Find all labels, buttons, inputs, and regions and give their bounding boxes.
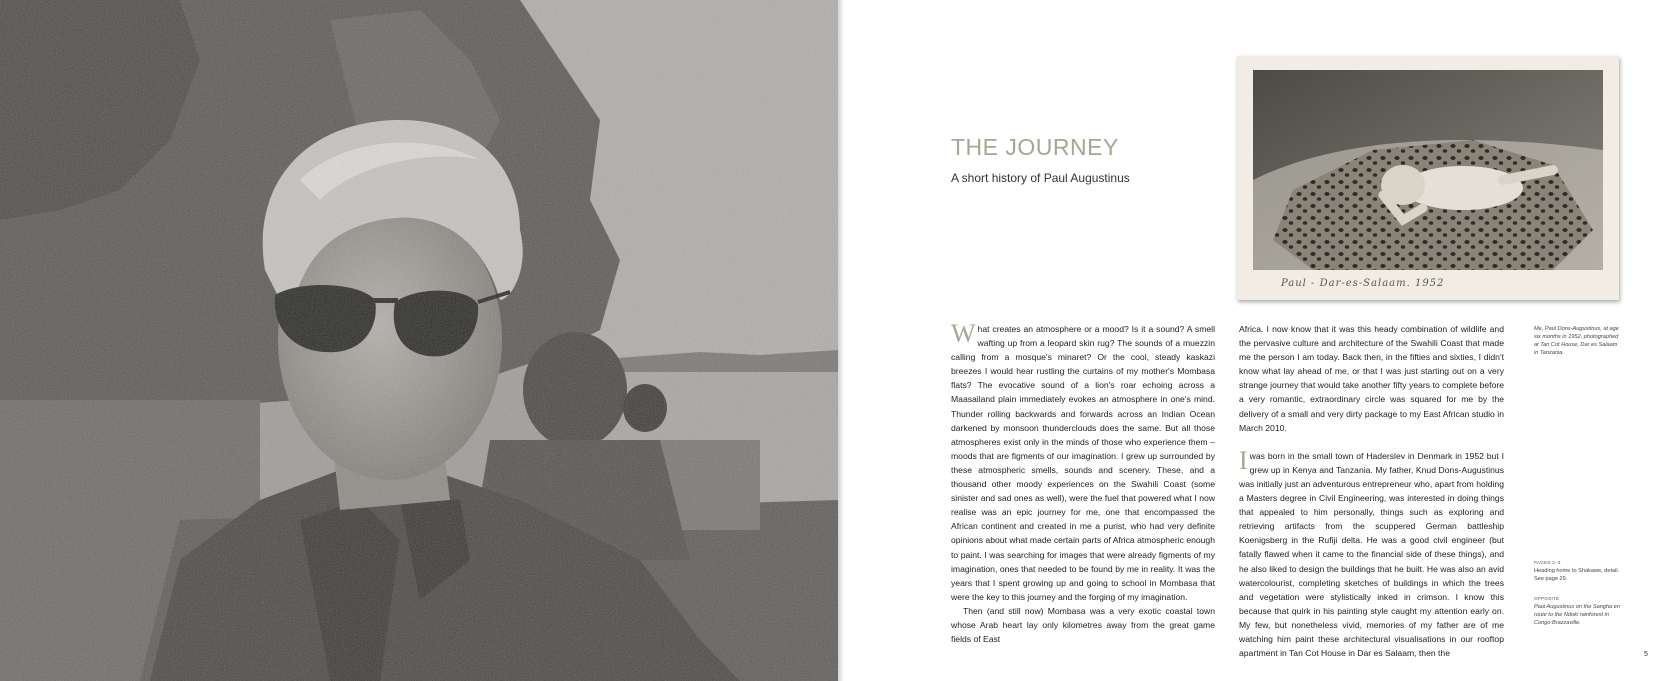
paragraph <box>951 319 1215 604</box>
baby-on-leopard-skin-illustration <box>1253 70 1603 270</box>
paragraph: Then (and still now) Mombasa was a very exotic coastal town whose Arab heart lay only kilometres away from the great game fields of East <box>951 605 1215 645</box>
photo-caption: Me, Paul Dons-Augustinus, at age six months in 1952, photographed at Tan Cot House, Dar es Salaam in Tanzania. <box>1534 326 1619 356</box>
opposite-caption-label: OPPOSITE <box>1534 596 1560 601</box>
paragraph-text: was born in the small town of Haderslev in Denmark in 1952 but I grew up in Kenya and Tanzania. My father, Knud Dons-Augustinus was initially just an adventurous entrepreneur who, apart from holding a Masters degree in Civil Engineering, was interested in doing things that appealed to him personally, things such as exploring and retrieving artifacts from the scuppered German battleship Koenigsberg in the Rufiji delta. He was a good civil engineer (but fatally flawed when it came to the financial side of these things), and he also liked to design the buildings that he built. He was also an avid watercolourist, completing sketches of buildings in which the trees and vegetation were stylistically inked in crimson. I know this because that quirk in his painting style caught my attention early on. My few, but nonetheless vivid, memories of my father are of me watching him paint these architectural visualisations in our rooftop apartment in Tan Cot House in Dar es Salaam, then the <box>1239 450 1504 659</box>
photo-inscription: Paul - Dar-es-Salaam. 1952 <box>1281 278 1445 289</box>
pages-caption: Heading home to Shakawe, detail. See page 29. <box>1534 568 1620 582</box>
drop-cap: W <box>951 319 976 348</box>
chapter-title: THE JOURNEY <box>951 134 1119 160</box>
photo-image <box>1253 70 1603 270</box>
page-number: 5 <box>1644 651 1648 658</box>
page-gutter-shadow <box>838 0 844 681</box>
chapter-subtitle: A short history of Paul Augustinus <box>951 171 1130 185</box>
paragraph <box>1239 445 1504 660</box>
opposite-caption: Paul Augustinus on the Sangha en route to the Ndoki rainforest in Congo Brazzaville. <box>1534 604 1620 626</box>
body-column-1 <box>951 319 1215 646</box>
vintage-baby-photo <box>1237 56 1619 300</box>
paragraph-text: hat creates an atmosphere or a mood? Is it a sound? A smell wafting up from a leopard skin rug? The sounds of a muezzin calling from a mosque's minaret? Or the cool, steady kaskazi breezes I would hear rustling the curtains of my mother's Mombasa flats? The evocative sound of a lion's roar echoing across a Maasailand plain immediately evokes an atmosphere in one's mind. Thunder rolling backwards and forwards across an Indian Ocean darkened by monsoon thunderclouds does the same. But all those atmospheres exist only in the minds of those who experience them – moods that are figments of our imagination. I grew up surrounded by these atmospheric smells, sounds and scenery. These, and a thousand other moody experiences on the Swahili Coast (some sinister and sad ones as well), were the fuel that powered what I now realise was an epic journey for me, one that encompassed the African continent and created in me a purist, who had very definite opinions about what made certain parts of Africa atmospheric enough to paint. I was searching for images that were already figments of my imagination, ones that needed to be found by me in reality. It was the years that I spent growing up and going to school in Mombasa that were the key to this journey and the forging of my imagination. <box>951 324 1215 602</box>
paragraph: Africa. I now know that it was this heady combination of wildlife and the pervasive culture and architecture of the Swahili Coast that made me the person I am today. Back then, in the fifties and sixties, I didn't know what lay ahead of me, or that I was just starting out on a very strange journey that would take another fifty years to complete before a very romantic, extraordinary circle was squared for me by the delivery of a small and very dirty package to my East African studio in March 2010. <box>1239 324 1504 433</box>
body-column-2 <box>1239 322 1504 660</box>
drop-cap: I <box>1239 445 1248 475</box>
pages-caption-label: PAGES 2–3 <box>1534 560 1561 565</box>
